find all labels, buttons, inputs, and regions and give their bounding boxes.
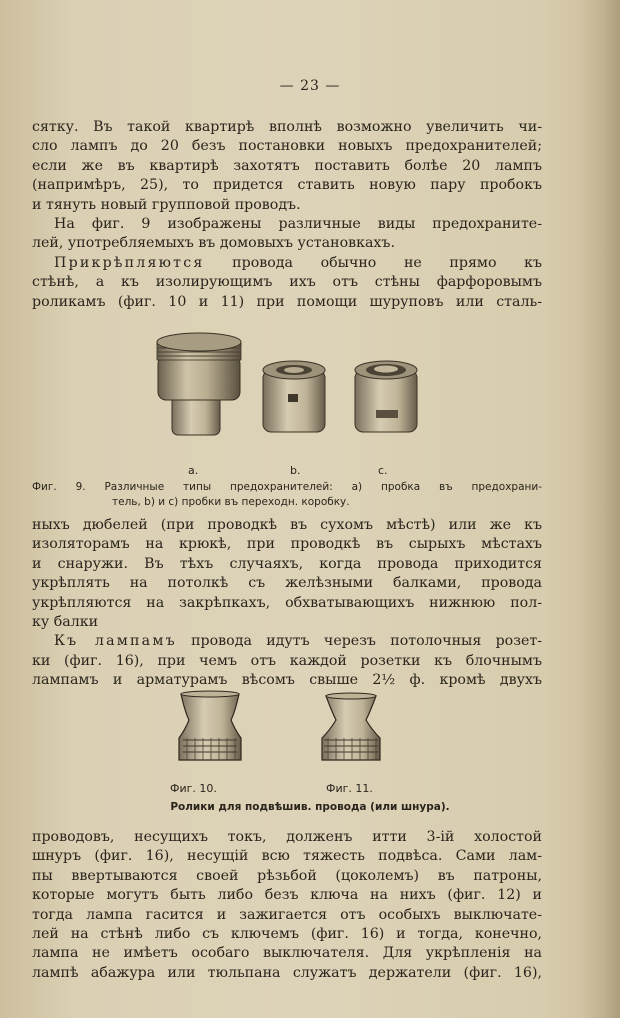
text-line: ныхъ дюбелей (при проводкѣ въ сухомъ мѣстѣ) или же къ [32, 517, 542, 533]
fig9-illustration [150, 328, 430, 448]
text-line: которые могутъ быть либо безъ ключа на нихъ (фиг. 12) и [32, 887, 542, 904]
text-line: роликамъ (фиг. 10 и 11) при помощи шуруповъ или сталь- [32, 293, 542, 310]
text-line: стѣнѣ, а къ изолирующимъ ихъ отъ стѣны фарфоровымъ [32, 274, 542, 291]
text-line [32, 254, 542, 273]
text-line: На фиг. 9 изображены различные виды предохраните- [54, 216, 542, 233]
fig11-label: Фиг. 11. [326, 782, 373, 795]
text-line: шнуръ (фиг. 16), несущiй всю тяжесть подвѣса. Сами лам- [32, 848, 542, 865]
page-number: — 23 — [279, 78, 341, 94]
text-line: ки (фиг. 16), при чемъ отъ каждой розетки къ блочнымъ [32, 652, 542, 669]
fig10-label: Фиг. 10. [170, 782, 217, 795]
text-line: лей, употребляемыхъ въ домовыхъ установкахъ. [32, 235, 395, 252]
fig9-caption [32, 480, 542, 510]
fuse-plug-b [263, 361, 325, 432]
text-line: (напримѣръ, 25), то придется ставить новую пару пробокъ [32, 177, 542, 194]
text-line: лампѣ абажура или тюльпана служатъ держатели (фиг. 16), [32, 964, 542, 981]
fig9-label-c: c. [378, 464, 388, 477]
fig9-label-a: a. [188, 464, 199, 477]
text-line: и тянуть новый групповой проводъ. [32, 196, 301, 213]
text-line [32, 632, 542, 651]
spaced-word: Прикрѣпляются [54, 254, 205, 271]
text-line: ку балки [32, 614, 99, 631]
fig10-roller-illustration [175, 690, 245, 766]
fig11-roller-illustration [318, 692, 384, 766]
text-fragment: провода идутъ черезъ потолочныя розет- [176, 633, 542, 650]
text-line: лампа не имѣетъ особаго выключателя. Для укрѣпленія на [32, 945, 542, 962]
text-line: лей на стѣнѣ либо съ ключемъ (фиг. 16) и тогда, конечно, [32, 926, 542, 943]
text-line: укрѣпляются на закрѣпкахъ, обхватывающихъ нижнюю пол- [32, 594, 542, 611]
text-line: сятку. Въ такой квартирѣ вполнѣ возможно увеличить чи- [32, 119, 542, 135]
fig10-11-caption: Ролики для подвѣшив. провода (или шнура). [170, 801, 450, 813]
text-line: тогда лампа гасится и зажигается отъ особыхъ выключате- [32, 906, 542, 923]
text-line: изоляторамъ на крюкѣ, при проводкѣ въ сырыхъ мѣстахъ [32, 536, 542, 553]
text-line: если же въ квартирѣ захотятъ поставить болѣе 20 лампъ [32, 157, 542, 174]
caption-line: тель, b) и c) пробки въ переходн. коробку. [112, 496, 350, 508]
text-line: лампамъ и арматурамъ вѣсомъ свыше 2½ ф. кромѣ двухъ [32, 672, 542, 689]
fuse-plug-a [157, 333, 241, 435]
text-line: сло лампъ до 20 безъ постановки новыхъ предохранителей; [32, 138, 542, 155]
text-block-top [32, 118, 542, 312]
fig9-label-b: b. [290, 464, 301, 477]
fuse-plug-c [355, 361, 417, 432]
text-line: пы ввертываются своей рѣзьбой (цоколемъ) въ патроны, [32, 867, 542, 884]
page-fold-shadow [580, 0, 620, 1018]
text-fragment: проводa обычно не прямо къ [204, 254, 542, 271]
spaced-word: Къ лампамъ [54, 633, 177, 650]
text-block-middle [32, 516, 542, 691]
text-line: и снаружи. Въ тѣхъ случаяхъ, когда провода приходится [32, 555, 542, 572]
text-line: укрѣплять на потолкѣ съ желѣзными балками, провода [32, 575, 542, 592]
text-line: проводовъ, несущихъ токъ, долженъ итти 3-iй холостой [32, 829, 542, 845]
text-block-bottom [32, 828, 542, 983]
caption-line: Фиг. 9. Различные типы предохранителей: a) пробка въ предохрани- [32, 481, 542, 493]
